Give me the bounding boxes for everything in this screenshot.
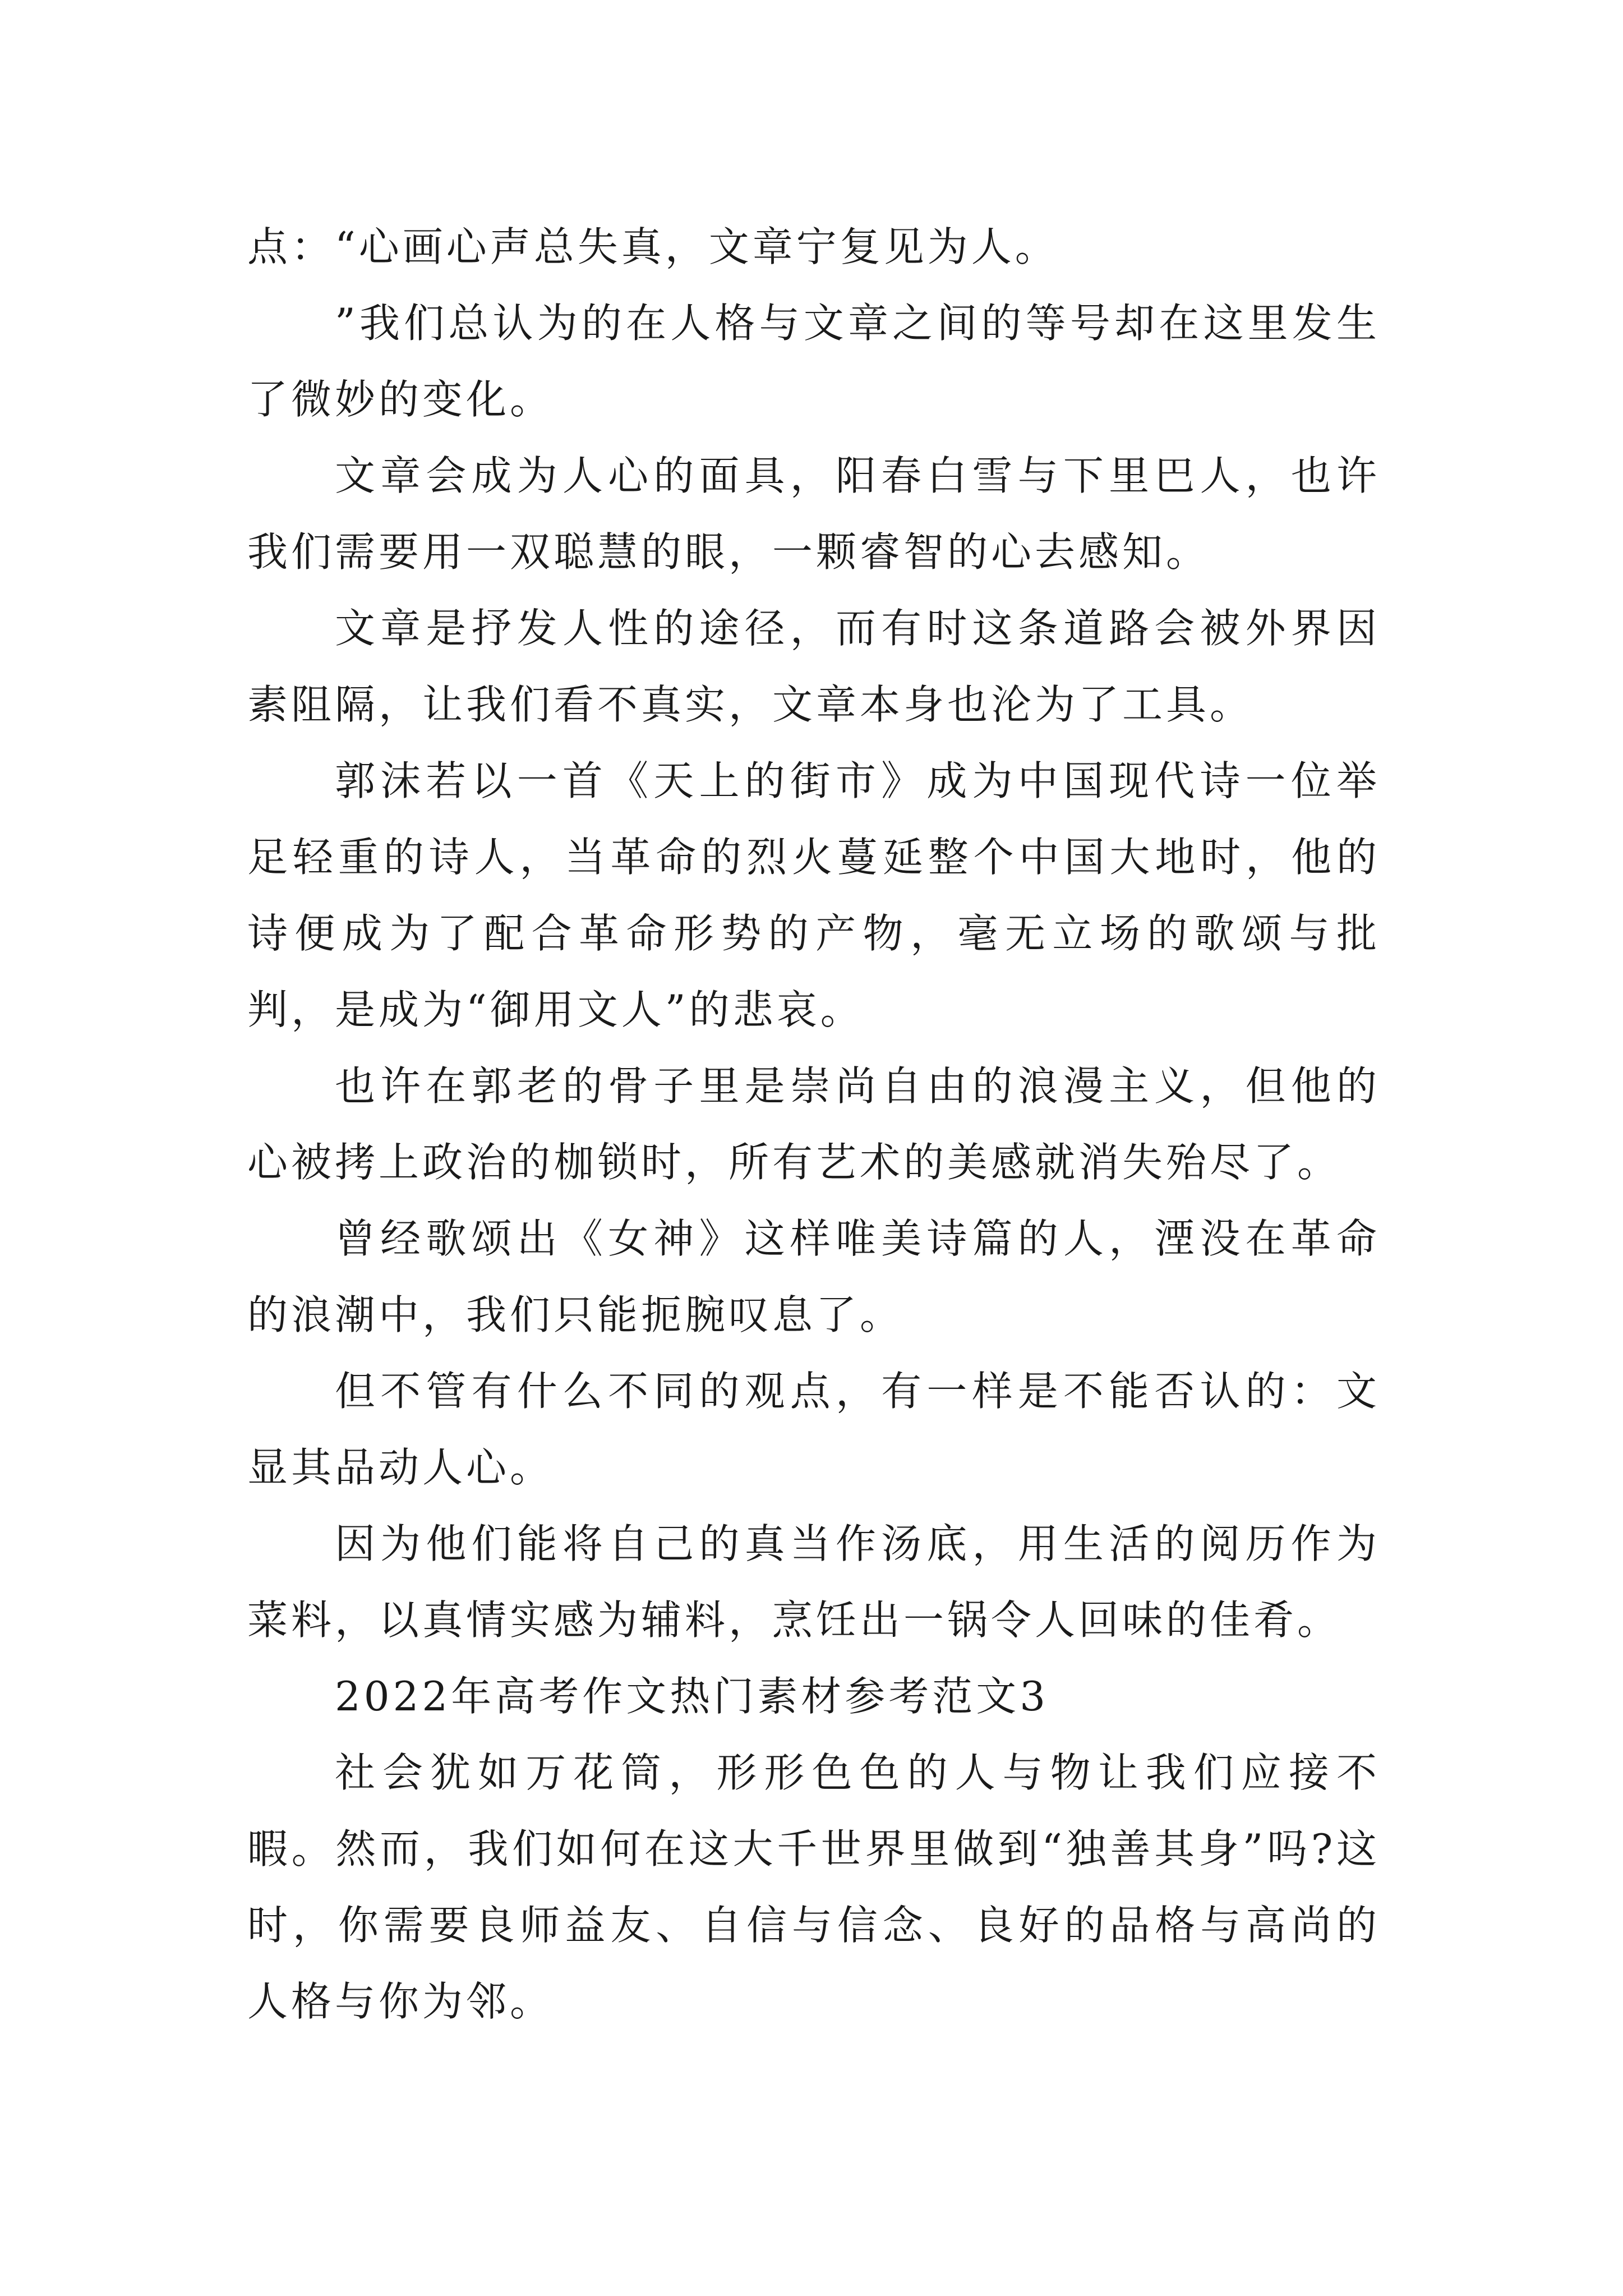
paragraph-3: 文章会成为人心的面具，阳春白雪与下里巴人，也许我们需要用一双聪慧的眼，一颗睿智的心去感知。: [247, 452, 1380, 576]
paragraph-6: 也许在郭老的骨子里是崇尚自由的浪漫主义，但他的心被拷上政治的枷锁时，所有艺术的美感就消失殆尽了。: [247, 1062, 1380, 1186]
document-body: [247, 209, 1380, 2040]
section-heading: 2022年高考作文热门素材参考范文3: [335, 1673, 1049, 1720]
paragraph-7: 曾经歌颂出《女神》这样唯美诗篇的人，湮没在革命的浪潮中，我们只能扼腕叹息了。: [247, 1215, 1380, 1338]
paragraph-4: 文章是抒发人性的途径，而有时这条道路会被外界因素阻隔，让我们看不真实，文章本身也沦为了工具。: [247, 605, 1380, 728]
paragraph-9: 因为他们能将自己的真当作汤底，用生活的阅历作为菜料，以真情实感为辅料，烹饪出一锅令人回味的佳肴。: [247, 1520, 1380, 1644]
paragraph-10: 社会犹如万花筒，形形色色的人与物让我们应接不暇。然而，我们如何在这大千世界里做到“独善其身”吗?这时，你需要良师益友、自信与信念、良好的品格与高尚的人格与你为邻。: [247, 1749, 1380, 2025]
paragraph-5: 郭沫若以一首《天上的街市》成为中国现代诗一位举足轻重的诗人，当革命的烈火蔓延整个中国大地时，他的诗便成为了配合革命形势的产物，毫无立场的歌颂与批判，是成为“御用文人”的悲哀。: [247, 757, 1380, 1033]
paragraph-8: 但不管有什么不同的观点，有一样是不能否认的：文显其品动人心。: [247, 1368, 1380, 1491]
paragraph-2: ”我们总认为的在人格与文章之间的等号却在这里发生了微妙的变化。: [247, 300, 1380, 423]
paragraph-1: 点：“心画心声总失真，文章宁复见为人。: [247, 223, 1059, 270]
